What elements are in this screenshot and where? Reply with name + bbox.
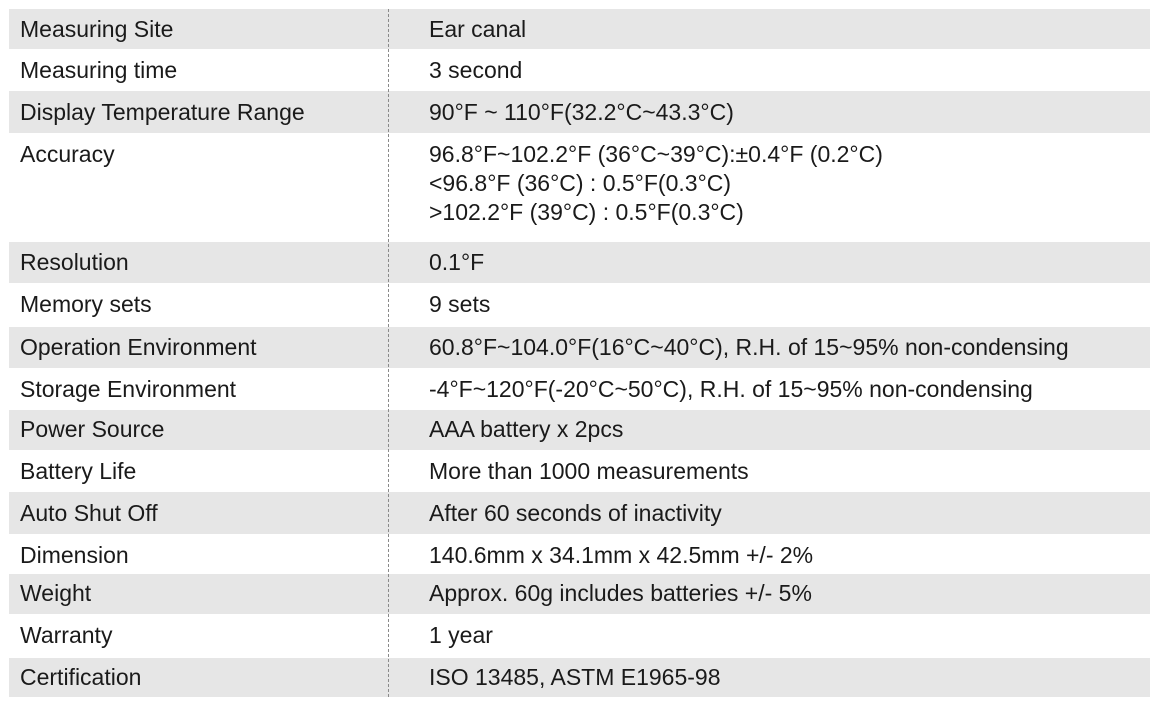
spec-value	[389, 56, 1150, 85]
spec-row-battery-life	[9, 450, 1150, 492]
spec-label: Operation Environment	[20, 334, 257, 360]
spec-row-operation-environment	[9, 327, 1150, 368]
spec-value	[389, 248, 1150, 277]
spec-value-line: 1 year	[429, 622, 493, 648]
spec-row-memory-sets	[9, 283, 1150, 327]
spec-value	[389, 499, 1150, 528]
spec-value-line: 90°F ~ 110°F(32.2°C~43.3°C)	[429, 99, 734, 125]
specifications-table	[9, 9, 1150, 697]
spec-label: Measuring time	[20, 57, 178, 83]
spec-value-line: Ear canal	[429, 16, 527, 42]
spec-label: Weight	[20, 580, 92, 606]
spec-value-line: 0.1°F	[429, 249, 485, 275]
spec-value	[389, 541, 1150, 570]
spec-value	[389, 290, 1150, 319]
spec-label: Resolution	[20, 249, 129, 275]
spec-row-weight	[9, 574, 1150, 614]
spec-label: Warranty	[20, 622, 113, 648]
spec-value	[389, 663, 1150, 692]
spec-value-line: Approx. 60g includes batteries +/- 5%	[429, 580, 812, 606]
spec-value	[389, 15, 1150, 44]
spec-row-resolution	[9, 242, 1150, 283]
spec-value-line: After 60 seconds of inactivity	[429, 500, 722, 526]
spec-value-line: AAA battery x 2pcs	[429, 416, 624, 442]
spec-label: Memory sets	[20, 291, 152, 317]
spec-value-line: -4°F~120°F(-20°C~50°C), R.H. of 15~95% non-condensing	[429, 376, 1033, 402]
spec-label: Battery Life	[20, 458, 137, 484]
spec-value-line: 60.8°F~104.0°F(16°C~40°C), R.H. of 15~95% non-condensing	[429, 334, 1069, 360]
spec-value-line: ISO 13485, ASTM E1965-98	[429, 664, 721, 690]
column-divider	[388, 9, 389, 697]
spec-value-line: 96.8°F~102.2°F (36°C~39°C):±0.4°F (0.2°C)	[429, 141, 883, 167]
spec-value-line: 3 second	[429, 57, 523, 83]
spec-row-measuring-site	[9, 9, 1150, 49]
spec-label: Accuracy	[20, 141, 115, 167]
spec-label: Auto Shut Off	[20, 500, 158, 526]
spec-value-line: 9 sets	[429, 291, 491, 317]
spec-row-display-temperature-range	[9, 91, 1150, 133]
spec-row-certification	[9, 658, 1150, 697]
spec-value-line: >102.2°F (39°C) : 0.5°F(0.3°C)	[429, 199, 744, 225]
spec-label: Display Temperature Range	[20, 99, 305, 125]
spec-label: Certification	[20, 664, 142, 690]
spec-row-dimension	[9, 534, 1150, 574]
spec-value-line: 140.6mm x 34.1mm x 42.5mm +/- 2%	[429, 542, 814, 568]
spec-value	[389, 333, 1150, 362]
spec-row-storage-environment	[9, 368, 1150, 410]
spec-value-line: More than 1000 measurements	[429, 458, 749, 484]
spec-value	[389, 415, 1150, 444]
spec-label: Measuring Site	[20, 16, 174, 42]
spec-label: Power Source	[20, 416, 165, 442]
spec-label: Storage Environment	[20, 376, 237, 402]
spec-value	[389, 621, 1150, 650]
spec-row-power-source	[9, 410, 1150, 450]
spec-row-measuring-time	[9, 49, 1150, 91]
spec-value	[389, 457, 1150, 486]
spec-row-accuracy	[9, 133, 1150, 242]
spec-value	[389, 375, 1150, 404]
spec-row-auto-shut-off	[9, 492, 1150, 534]
spec-value	[389, 579, 1150, 608]
spec-row-warranty	[9, 614, 1150, 658]
spec-label: Dimension	[20, 542, 129, 568]
spec-value-line: <96.8°F (36°C) : 0.5°F(0.3°C)	[429, 170, 732, 196]
spec-value	[389, 98, 1150, 127]
spec-value	[389, 140, 1150, 227]
